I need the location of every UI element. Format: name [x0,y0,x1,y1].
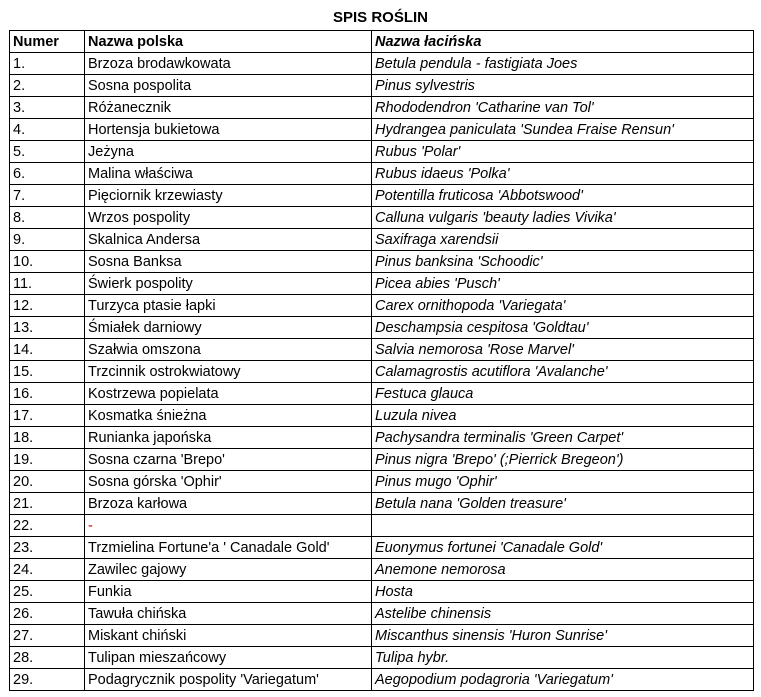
cell-polish-name: Brzoza brodawkowata [85,53,372,75]
cell-polish-name: - [85,515,372,537]
cell-number: 2. [10,75,85,97]
cell-polish-name: Sosna czarna 'Brepo' [85,449,372,471]
table-row [10,647,754,669]
table-row [10,669,754,691]
table-row [10,339,754,361]
cell-number: 25. [10,581,85,603]
cell-latin-name: Calluna vulgaris 'beauty ladies Vivika' [372,207,754,229]
cell-polish-name: Świerk pospolity [85,273,372,295]
cell-latin-name: Salvia nemorosa 'Rose Marvel' [372,339,754,361]
document-title: SPIS ROŚLIN [332,9,429,26]
table-row [10,163,754,185]
cell-polish-name: Zawilec gajowy [85,559,372,581]
table-row [10,229,754,251]
cell-number: 5. [10,141,85,163]
table-row [10,405,754,427]
table-row [10,581,754,603]
table-row [10,141,754,163]
cell-polish-name: Trzcinnik ostrokwiatowy [85,361,372,383]
cell-latin-name [372,515,754,537]
cell-number: 26. [10,603,85,625]
table-row [10,295,754,317]
plant-list-table [9,30,754,691]
cell-latin-name: Saxifraga xarendsii [372,229,754,251]
cell-polish-name: Wrzos pospolity [85,207,372,229]
column-header-polish-name: Nazwa polska [85,31,372,53]
cell-latin-name: Betula pendula - fastigiata Joes [372,53,754,75]
cell-latin-name: Calamagrostis acutiflora 'Avalanche' [372,361,754,383]
cell-number: 12. [10,295,85,317]
cell-number: 19. [10,449,85,471]
cell-latin-name: Astelibe chinensis [372,603,754,625]
cell-number: 1. [10,53,85,75]
cell-latin-name: Rubus 'Polar' [372,141,754,163]
cell-number: 7. [10,185,85,207]
cell-number: 15. [10,361,85,383]
column-header-number: Numer [10,31,85,53]
table-row [10,537,754,559]
cell-latin-name: Pinus banksina 'Schoodic' [372,251,754,273]
cell-number: 13. [10,317,85,339]
cell-latin-name: Betula nana 'Golden treasure' [372,493,754,515]
cell-polish-name: Kosmatka śnieżna [85,405,372,427]
cell-polish-name: Sosna pospolita [85,75,372,97]
cell-polish-name: Runianka japońska [85,427,372,449]
cell-latin-name: Carex ornithopoda 'Variegata' [372,295,754,317]
cell-polish-name: Malina właściwa [85,163,372,185]
table-row [10,53,754,75]
cell-number: 3. [10,97,85,119]
table-row [10,361,754,383]
cell-number: 23. [10,537,85,559]
cell-number: 4. [10,119,85,141]
table-row [10,559,754,581]
cell-latin-name: Picea abies 'Pusch' [372,273,754,295]
table-row [10,317,754,339]
cell-latin-name: Potentilla fruticosa 'Abbotswood' [372,185,754,207]
cell-number: 22. [10,515,85,537]
table-row [10,185,754,207]
cell-polish-name: Funkia [85,581,372,603]
table-row [10,251,754,273]
cell-latin-name: Hydrangea paniculata 'Sundea Fraise Rensun' [372,119,754,141]
cell-polish-name: Trzmielina Fortune'a ' Canadale Gold' [85,537,372,559]
cell-number: 9. [10,229,85,251]
cell-number: 16. [10,383,85,405]
cell-number: 14. [10,339,85,361]
cell-polish-name: Tawuła chińska [85,603,372,625]
cell-polish-name: Turzyca ptasie łapki [85,295,372,317]
cell-latin-name: Rhododendron 'Catharine van Tol' [372,97,754,119]
table-row [10,273,754,295]
cell-number: 8. [10,207,85,229]
cell-polish-name: Podagrycznik pospolity 'Variegatum' [85,669,372,691]
cell-latin-name: Aegopodium podagroria 'Variegatum' [372,669,754,691]
cell-number: 20. [10,471,85,493]
cell-polish-name: Miskant chiński [85,625,372,647]
cell-number: 10. [10,251,85,273]
cell-number: 24. [10,559,85,581]
cell-polish-name: Różanecznik [85,97,372,119]
table-header-row [10,31,754,53]
cell-latin-name: Euonymus fortunei 'Canadale Gold' [372,537,754,559]
cell-number: 28. [10,647,85,669]
cell-latin-name: Tulipa hybr. [372,647,754,669]
cell-polish-name: Szałwia omszona [85,339,372,361]
cell-polish-name: Hortensja bukietowa [85,119,372,141]
table-row [10,75,754,97]
cell-polish-name: Pięciornik krzewiasty [85,185,372,207]
table-row [10,207,754,229]
cell-polish-name: Kostrzewa popielata [85,383,372,405]
table-row [10,97,754,119]
cell-latin-name: Miscanthus sinensis 'Huron Sunrise' [372,625,754,647]
cell-number: 17. [10,405,85,427]
cell-number: 11. [10,273,85,295]
table-body [10,53,754,691]
table-row [10,515,754,537]
cell-polish-name: Skalnica Andersa [85,229,372,251]
table-row [10,471,754,493]
cell-polish-name: Śmiałek darniowy [85,317,372,339]
cell-latin-name: Rubus idaeus 'Polka' [372,163,754,185]
cell-latin-name: Deschampsia cespitosa 'Goldtau' [372,317,754,339]
cell-polish-name: Sosna Banksa [85,251,372,273]
cell-latin-name: Pinus mugo 'Ophir' [372,471,754,493]
table-row [10,383,754,405]
table-row [10,603,754,625]
table-row [10,119,754,141]
cell-latin-name: Luzula nivea [372,405,754,427]
cell-number: 29. [10,669,85,691]
table-row [10,449,754,471]
cell-polish-name: Sosna górska 'Ophir' [85,471,372,493]
table-row [10,493,754,515]
cell-latin-name: Hosta [372,581,754,603]
column-header-latin-name: Nazwa łacińska [372,31,754,53]
cell-number: 6. [10,163,85,185]
cell-latin-name: Pachysandra terminalis 'Green Carpet' [372,427,754,449]
cell-polish-name: Tulipan mieszańcowy [85,647,372,669]
table-row [10,427,754,449]
cell-number: 21. [10,493,85,515]
cell-latin-name: Festuca glauca [372,383,754,405]
cell-latin-name: Pinus nigra 'Brepo' (;Pierrick Bregeon') [372,449,754,471]
cell-number: 18. [10,427,85,449]
cell-latin-name: Anemone nemorosa [372,559,754,581]
table-row [10,625,754,647]
cell-polish-name: Jeżyna [85,141,372,163]
cell-latin-name: Pinus sylvestris [372,75,754,97]
cell-polish-name: Brzoza karłowa [85,493,372,515]
cell-number: 27. [10,625,85,647]
